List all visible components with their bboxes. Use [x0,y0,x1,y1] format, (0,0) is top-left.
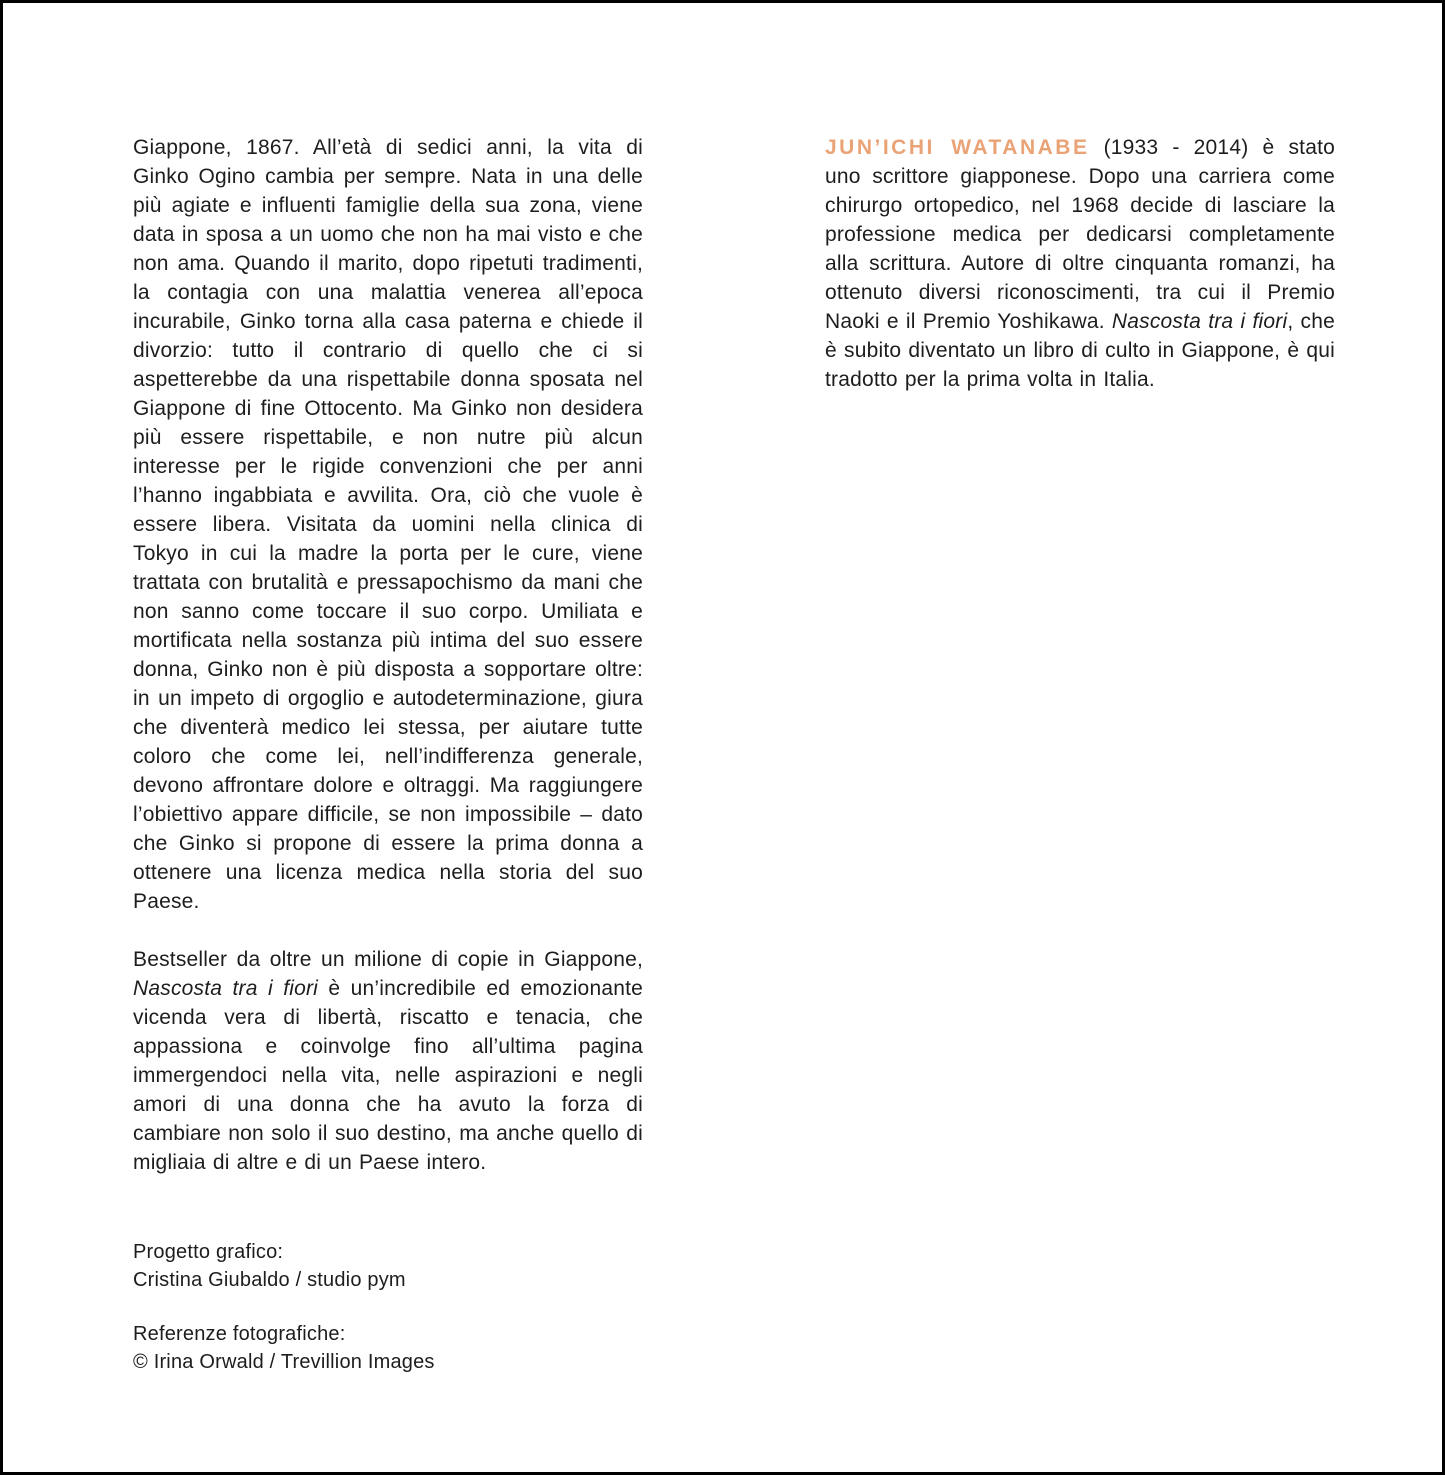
design-credit-label: Progetto grafico: [133,1241,284,1263]
author-bio-text: (1933 - 2014) è stato uno scrittore giapponese. Dopo una carriera come chirurgo ortopedico, nel 1968 decide di lasciare la professione medica per dedicarsi completamente alla scrittura. Autore di oltre cinquanta romanzi, ha ottenuto diversi riconoscimenti, tra cui il Premio Naoki e il Premio Yoshikawa. Nascosta tra i fiori, che è subito diventato un libro di culto in Giappone, è qui tradotto per la prima volta in Italia. [825,136,1335,391]
design-credit [133,1239,643,1294]
synopsis-column [133,133,643,1376]
design-credit-value: Cristina Giubaldo / studio pym [133,1268,406,1291]
photo-credit [133,1321,643,1376]
photo-credit-value: © Irina Orwald / Trevillion Images [133,1350,435,1373]
photo-credit-label: Referenze fotografiche: [133,1323,346,1345]
author-name: JUN’ICHI WATANABE [825,136,1090,159]
synopsis-paragraph-2: Bestseller da oltre un milione di copie in Giappone, Nascosta tra i fiori è un’incredibile ed emozionante vicenda vera di libertà, riscatto e tenacia, che appassiona e coinvolge fino all’ultima pagina immergendoci nella vita, nelle aspirazioni e negli amori di una donna che ha avuto la forza di cambiare non solo il suo destino, ma anche quello di migliaia di altre e di un Paese intero. [133,948,643,1174]
author-bio-column [825,133,1335,394]
author-bio-paragraph [825,133,1335,394]
synopsis-paragraph-1: Giappone, 1867. All’età di sedici anni, la vita di Ginko Ogino cambia per sempre. Nata in una delle più agiate e influenti famiglie della sua zona, viene data in sposa a un uomo che non ha mai visto e che non ama. Quando il marito, dopo ripetuti tradimenti, la contagia con una malattia venerea all’epoca incurabile, Ginko torna alla casa paterna e chiede il divorzio: tutto il contrario di quello che ci si aspetterebbe da una rispettabile donna sposata nel Giappone di fine Ottocento. Ma Ginko non desidera più essere rispettabile, e non nutre più alcun interesse per le rigide convenzioni che per anni l’hanno ingabbiata e avvilita. Ora, ciò che vuole è essere libera. Visitata da uomini nella clinica di Tokyo in cui la madre la porta per le cure, viene trattata con brutalità e pressapochismo da mani che non sanno come toccare il suo corpo. Umiliata e mortificata nella sostanza più intima del suo essere donna, Ginko non è più disposta a sopportare oltre: in un impeto di orgoglio e autodeterminazione, giura che diventerà medico lei stessa, per aiutare tutte coloro che come lei, nell’indifferenza generale, devono affrontare dolore e oltraggi. Ma raggiungere l’obiettivo appare difficile, se non impossibile – dato che Ginko si propone di essere la prima donna a ottenere una licenza medica nella storia del suo Paese. [133,136,643,913]
credits-block [133,1239,643,1376]
